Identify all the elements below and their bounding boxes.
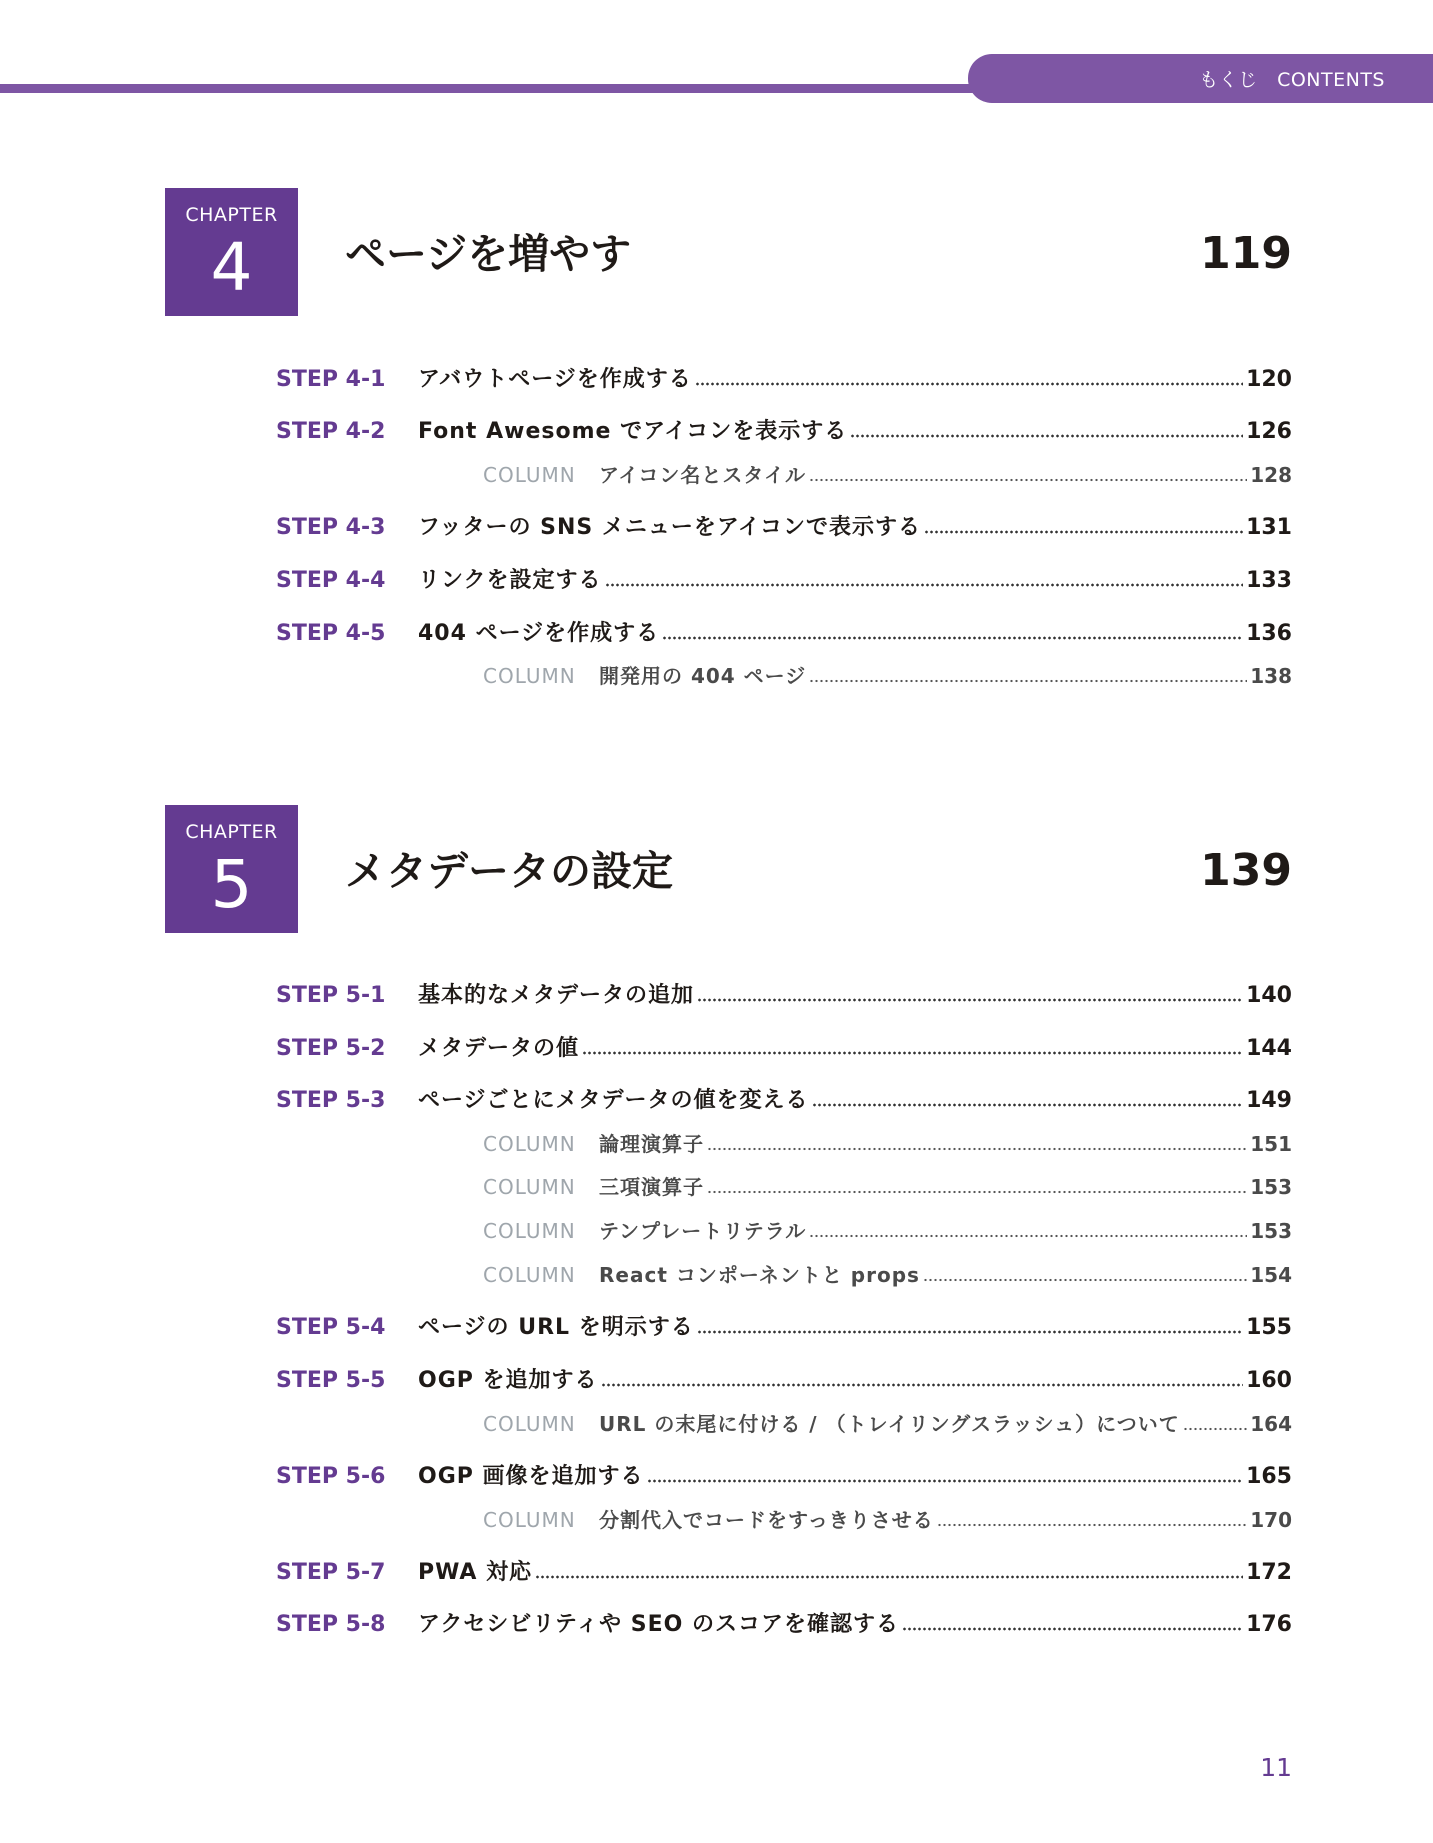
entry-title: アクセシビリティや SEO のスコアを確認する: [418, 1612, 900, 1637]
entry-title: OGP を追加する: [418, 1368, 598, 1393]
toc-entry-column[interactable]: [0, 1171, 1433, 1211]
entry-page-number: 133: [1246, 568, 1292, 593]
entry-page-number: 153: [1250, 1219, 1292, 1243]
toc-entry-step[interactable]: [0, 414, 1433, 454]
dot-leader: [924, 530, 1243, 534]
dot-leader: [605, 583, 1244, 587]
toc-entry-step[interactable]: [0, 1459, 1433, 1499]
toc-entry-step[interactable]: [0, 510, 1433, 550]
entry-page-number: 165: [1246, 1464, 1292, 1489]
entry-page-number: 126: [1246, 419, 1292, 444]
step-label: STEP 5-4: [276, 1315, 386, 1340]
toc-entry-step[interactable]: [0, 1363, 1433, 1403]
dot-leader: [809, 679, 1247, 683]
entry-title: 論理演算子: [599, 1132, 704, 1156]
dot-leader: [695, 382, 1243, 386]
toc-entry-column[interactable]: [0, 1215, 1433, 1255]
column-label: COLUMN: [483, 463, 576, 487]
entry-page-number: 155: [1246, 1315, 1292, 1340]
step-label: STEP 5-7: [276, 1560, 386, 1585]
entry-page-number: 170: [1250, 1508, 1292, 1532]
step-label: STEP 4-3: [276, 515, 386, 540]
column-label: COLUMN: [483, 1175, 576, 1199]
column-label: COLUMN: [483, 1219, 576, 1243]
entry-title: 分割代入でコードをすっきりさせる: [599, 1508, 934, 1532]
entry-title: OGP 画像を追加する: [418, 1464, 644, 1489]
entry-title: アバウトページを作成する: [418, 367, 692, 392]
entry-title: 404 ページを作成する: [418, 621, 660, 646]
dot-leader: [812, 1103, 1244, 1107]
dot-leader: [937, 1523, 1247, 1527]
toc-entry-step[interactable]: [0, 616, 1433, 656]
chapter-page-number: 119: [1200, 228, 1292, 279]
entry-page-number: 160: [1246, 1368, 1292, 1393]
entry-page-number: 136: [1246, 621, 1292, 646]
contents-header-label: もくじ CONTENTS: [1199, 69, 1385, 91]
toc-entry-step[interactable]: [0, 1607, 1433, 1647]
dot-leader: [809, 1234, 1247, 1238]
toc-entry-column[interactable]: [0, 1408, 1433, 1448]
step-label: STEP 5-2: [276, 1036, 386, 1061]
entry-page-number: 128: [1250, 463, 1292, 487]
column-label: COLUMN: [483, 1263, 576, 1287]
entry-title: PWA 対応: [418, 1560, 533, 1585]
dot-leader: [707, 1147, 1247, 1151]
column-label: COLUMN: [483, 1412, 576, 1436]
entry-title: アイコン名とスタイル: [599, 463, 806, 487]
step-label: STEP 4-5: [276, 621, 386, 646]
entry-page-number: 164: [1250, 1412, 1292, 1436]
entry-page-number: 149: [1246, 1088, 1292, 1113]
entry-title: 三項演算子: [599, 1175, 704, 1199]
dot-leader: [535, 1575, 1243, 1579]
entry-title: 開発用の 404 ページ: [599, 664, 807, 688]
toc-entry-step[interactable]: [0, 1031, 1433, 1071]
entry-page-number: 151: [1250, 1132, 1292, 1156]
entry-page-number: 172: [1246, 1560, 1292, 1585]
step-label: STEP 5-8: [276, 1612, 386, 1637]
entry-title: ページの URL を明示する: [418, 1315, 694, 1340]
chapter-title: ページを増やす: [345, 230, 632, 278]
dot-leader: [697, 1330, 1243, 1334]
dot-leader: [809, 478, 1247, 482]
dot-leader: [850, 434, 1243, 438]
entry-page-number: 140: [1246, 983, 1292, 1008]
dot-leader: [601, 1383, 1244, 1387]
entry-title: URL の末尾に付ける / （トレイリングスラッシュ）について: [599, 1412, 1180, 1436]
entry-title: Font Awesome でアイコンを表示する: [418, 419, 848, 444]
dot-leader: [582, 1051, 1243, 1055]
step-label: STEP 5-3: [276, 1088, 386, 1113]
entry-title: テンプレートリテラル: [599, 1219, 807, 1243]
entry-title: リンクを設定する: [418, 568, 602, 593]
entry-title: メタデータの値: [418, 1036, 580, 1061]
step-label: STEP 5-6: [276, 1464, 386, 1489]
entry-page-number: 176: [1246, 1612, 1292, 1637]
toc-entry-column[interactable]: [0, 660, 1433, 700]
step-label: STEP 4-2: [276, 419, 386, 444]
chapter-number: 4: [210, 229, 253, 306]
chapter-label: CHAPTER: [185, 204, 278, 226]
toc-entry-step[interactable]: [0, 1555, 1433, 1595]
toc-entry-step[interactable]: [0, 1310, 1433, 1350]
toc-entry-column[interactable]: [0, 1128, 1433, 1168]
entry-page-number: 144: [1246, 1036, 1292, 1061]
toc-entry-step[interactable]: [0, 362, 1433, 402]
dot-leader: [923, 1278, 1247, 1282]
step-label: STEP 4-1: [276, 367, 386, 392]
entry-page-number: 120: [1246, 367, 1292, 392]
dot-leader: [647, 1479, 1244, 1483]
step-label: STEP 5-1: [276, 983, 386, 1008]
dot-leader: [697, 998, 1243, 1002]
step-label: STEP 4-4: [276, 568, 386, 593]
column-label: COLUMN: [483, 1132, 576, 1156]
chapter-number: 5: [210, 846, 253, 923]
entry-title: ページごとにメタデータの値を変える: [418, 1088, 809, 1113]
toc-entry-step[interactable]: [0, 978, 1433, 1018]
dot-leader: [1183, 1427, 1247, 1431]
column-label: COLUMN: [483, 664, 576, 688]
step-label: STEP 5-5: [276, 1368, 386, 1393]
toc-entry-column[interactable]: [0, 1259, 1433, 1299]
entry-page-number: 131: [1246, 515, 1292, 540]
entry-page-number: 153: [1250, 1175, 1292, 1199]
contents-header-tab: [968, 54, 1433, 103]
chapter-label: CHAPTER: [185, 821, 278, 843]
header-rule: [0, 84, 1000, 93]
dot-leader: [662, 636, 1243, 640]
toc-entry-column[interactable]: [0, 1504, 1433, 1544]
chapter-page-number: 139: [1200, 845, 1292, 896]
chapter-title: メタデータの設定: [345, 847, 673, 895]
dot-leader: [707, 1190, 1247, 1194]
entry-title: React コンポーネントと props: [599, 1263, 920, 1287]
chapter-badge: [165, 805, 298, 933]
dot-leader: [902, 1627, 1243, 1631]
column-label: COLUMN: [483, 1508, 576, 1532]
entry-page-number: 138: [1250, 664, 1292, 688]
toc-entry-step[interactable]: [0, 1083, 1433, 1123]
toc-entry-column[interactable]: [0, 459, 1433, 499]
entry-title: フッターの SNS メニューをアイコンで表示する: [418, 515, 922, 540]
page-folio: 11: [1260, 1753, 1292, 1782]
toc-entry-step[interactable]: [0, 563, 1433, 603]
entry-title: 基本的なメタデータの追加: [418, 983, 695, 1008]
chapter-badge: [165, 188, 298, 316]
entry-page-number: 154: [1250, 1263, 1292, 1287]
